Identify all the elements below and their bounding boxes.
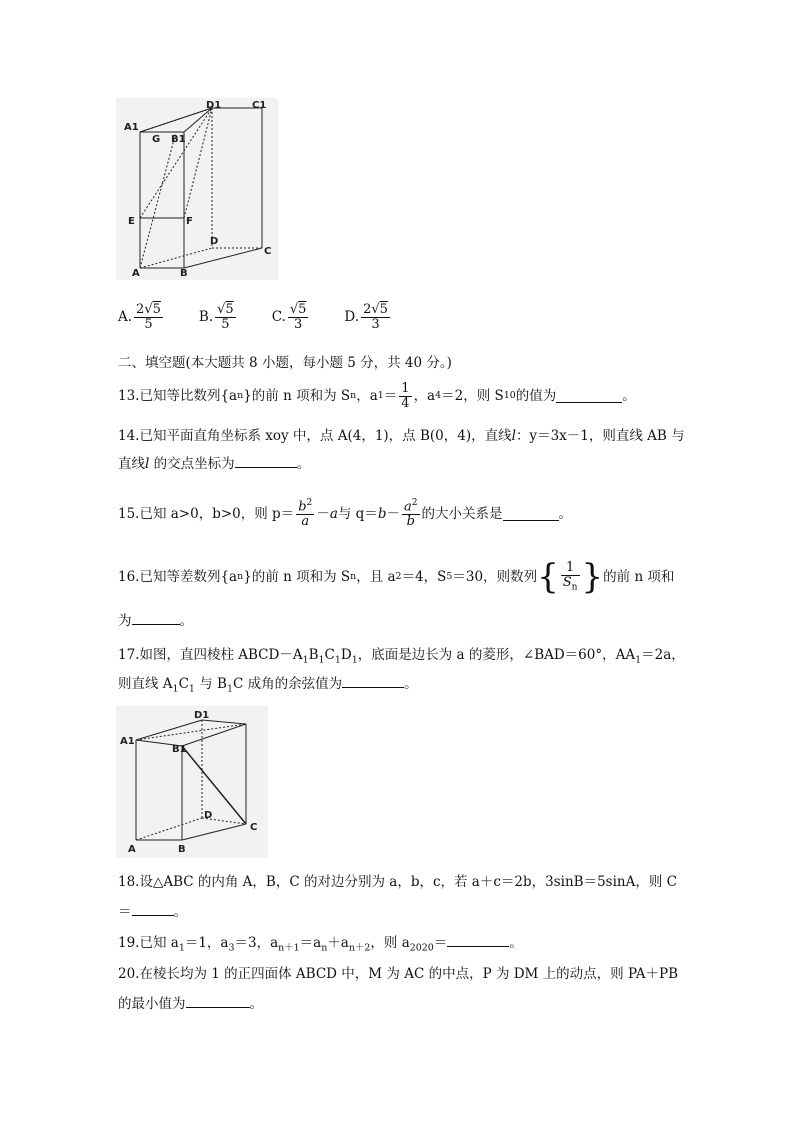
q16-text: ，且 a [356,569,396,585]
fig2-label: D [204,810,213,821]
fig2-label: A [128,844,136,855]
fig1-label: A [132,268,140,279]
sub: 1 [635,654,642,666]
fig1-label: C1 [252,100,267,111]
q20-text: 。 [249,996,263,1012]
sub: n [350,571,357,582]
q15-text: 。 [558,506,573,522]
sub: n＋1 [278,942,300,954]
fig2-label: B1 [172,744,187,755]
figure-prism-1 [116,98,278,280]
q14-text: l [145,456,150,472]
q19-text: ＝3，a [234,935,279,951]
q13-text: ＝ [383,388,398,404]
option-fraction: $\frac{√5}{3}$ [289,301,307,332]
question-20-line2 [118,994,263,1014]
q16-text: 为 [118,613,132,629]
radicand: 5 [225,301,234,317]
q17-text: 。 [404,676,418,692]
fig1-label: G [152,134,161,145]
question-18 [118,872,677,892]
q17-text: 则直线 A [118,676,173,692]
q16-text: ＝4，S [401,569,447,585]
sub: 1 [302,654,309,666]
q19-text: 19.已知 a [118,935,179,951]
section-heading: 二、填空题(本大题共 8 小题，每小题 5 分，共 40 分。) [118,355,452,371]
answer-blank[interactable] [132,612,180,625]
option-letter: C. [271,309,286,325]
q15-text: a [329,506,338,522]
sub: 3 [228,942,235,954]
right-brace: } [581,557,604,597]
q17-text: C [324,647,335,663]
denominator: 5 [144,316,153,332]
q13-fraction [399,382,411,410]
sub: 2 [395,571,402,582]
sub: n＋2 [348,942,371,954]
fig1-label: C [264,246,272,257]
sub: 1 [334,654,341,666]
option-b[interactable] [199,303,238,331]
q16-text: 的前 n 项和 [603,569,675,585]
q18-text: ＝ [118,904,132,920]
q15-fraction-q [402,499,420,529]
sub: 10 [503,390,516,401]
fig1-label: E [128,216,135,227]
option-a[interactable] [118,303,165,331]
fig1-label: F [186,216,193,227]
exponent: 2 [306,498,313,509]
q16-text: 16.已知等差数列{a [118,569,238,585]
exponent: 2 [411,498,418,509]
question-14 [118,426,685,446]
fig1-label: B [180,268,188,279]
numerator: a [403,499,412,515]
radicand: 5 [152,301,161,317]
question-18-line2 [118,902,187,922]
fig1-label: A1 [124,122,139,133]
fig1-label: D1 [206,100,222,111]
coef: 2 [136,301,145,317]
q13-text: ＝2，则 S [441,388,504,404]
sub: 1 [318,654,325,666]
q20-text: 的最小值为 [118,996,186,1012]
q19-text: ＋a [327,935,349,951]
figure-prism-1-svg [116,98,278,280]
figure-prism-2 [116,706,268,858]
sub: 5 [446,571,453,582]
numerator: 1 [561,561,580,576]
sub: 1 [178,942,185,954]
question-15 [118,492,572,536]
answer-blank[interactable] [503,508,559,521]
q15-text: 与 q＝ [337,506,378,522]
denominator: 4 [401,395,410,411]
question-14-line2 [118,454,310,474]
q16-text: 。 [179,613,193,629]
q13-text: ，a [356,388,378,404]
denominator: S [562,574,572,590]
answer-blank[interactable] [342,675,404,688]
question-17-line2 [118,674,418,700]
q17-text: C [178,676,189,692]
sub: n [237,390,244,401]
q16-fraction [561,561,580,593]
q15-text: － [386,506,400,522]
q16-text: ＝30，则数列 [452,569,538,585]
sub: 1 [351,654,358,666]
sub: 4 [435,390,442,401]
q17-text: D [340,647,352,663]
sub: n [237,571,244,582]
radicand: 5 [298,301,307,317]
q15-text: 的大小关系是 [421,506,503,522]
sub: n [350,390,357,401]
q18-text: 18.设△ABC 的内角 A，B，C 的对边分别为 a，b，c，若 a＋c＝2b，3sinB＝5sinA，则 C [118,874,677,890]
option-letter: D. [344,309,360,325]
fig1-label: B1 [171,134,186,145]
sub: 1 [172,683,179,695]
answer-blank[interactable] [556,390,622,403]
left-brace: { [537,557,559,597]
q18-text: 。 [173,904,187,920]
option-c[interactable] [272,303,311,331]
denominator: 3 [293,316,303,332]
q14-text: 的交点坐标为 [149,456,235,472]
option-fraction: $\frac{2√5}{5}$ [136,301,161,332]
q15-text: － [316,506,330,522]
q19-text: 。 [509,935,523,951]
question-20 [118,964,678,984]
q15-text: b [377,506,387,522]
option-fraction: $\frac{2√5}{3}$ [363,301,388,332]
q14-text: l [511,428,516,444]
q14-text: 。 [296,456,311,472]
q15-fraction-p [296,499,314,529]
q14-text: ：y＝3x－1，则直线 AB 与 [515,428,685,444]
q17-text: ＝2a， [641,647,685,663]
sub: 1 [226,683,233,695]
fig2-label: A1 [120,736,135,747]
q17-text: 17.如图，直四棱柱 ABCD－A [118,647,303,663]
answer-blank[interactable] [447,934,509,947]
q13-text: }的前 n 项和为 S [243,388,351,404]
sub: 1 [377,390,384,401]
fig2-label: D1 [194,710,210,721]
sub: n [571,582,578,593]
answer-blank[interactable] [235,455,297,468]
option-letter: B. [198,309,214,325]
q13-text: 的值为 [515,388,557,404]
numerator: 1 [401,380,410,396]
option-d[interactable] [344,303,392,331]
question-16-line2 [118,611,193,631]
denominator: b [406,514,415,530]
numerator: b [298,499,307,515]
q14-text: 直线 [118,456,145,472]
sub: 2020 [409,942,434,954]
q20-text: 20.在棱长均为 1 的正四面体 ABCD 中，M 为 AC 的中点，P 为 DM 上的动点，则 PA＋PB [118,966,679,982]
denominator: 3 [371,316,380,332]
q19-text: ，则 a [370,935,410,951]
question-19 [118,933,523,959]
q16-text: }的前 n 项和为 S [243,569,351,585]
q13-text: ，a [413,388,436,404]
q19-text: ＝a [299,935,322,951]
answer-blank[interactable] [132,903,174,916]
question-17 [118,645,685,671]
q17-text: ，底面是边长为 a 的菱形，∠BAD＝60°，AA [357,647,636,663]
question-16 [118,555,674,599]
q17-text: B [308,647,319,663]
q15-text: 15.已知 a>0，b>0，则 p＝ [118,506,295,522]
coef: 2 [363,301,372,317]
figure-prism-2-svg [116,706,268,858]
answer-blank[interactable] [186,995,250,1008]
fig2-label: B [178,844,186,855]
sub: 1 [188,683,195,695]
question-13 [118,378,636,414]
denominator: a [301,514,310,530]
q19-text: ＝ [433,935,448,951]
q17-text: C 成角的余弦值为 [232,676,343,692]
answer-options [118,296,426,338]
q13-text: 。 [622,388,636,404]
q19-text: ＝1，a [184,935,229,951]
q14-text: 14.已知平面直角坐标系 xoy 中，点 A(4，1)，点 B(0，4)，直线 [118,428,512,444]
fig1-label: D [210,236,219,247]
q17-text: 与 B [194,676,227,692]
sub: n [321,942,328,954]
radicand: 5 [379,301,388,317]
q13-text: 13.已知等比数列{a [118,388,238,404]
fig2-label: C [250,822,258,833]
option-letter: A. [118,309,133,325]
denominator: 5 [221,316,230,332]
option-fraction: $\frac{√5}{5}$ [217,301,234,332]
